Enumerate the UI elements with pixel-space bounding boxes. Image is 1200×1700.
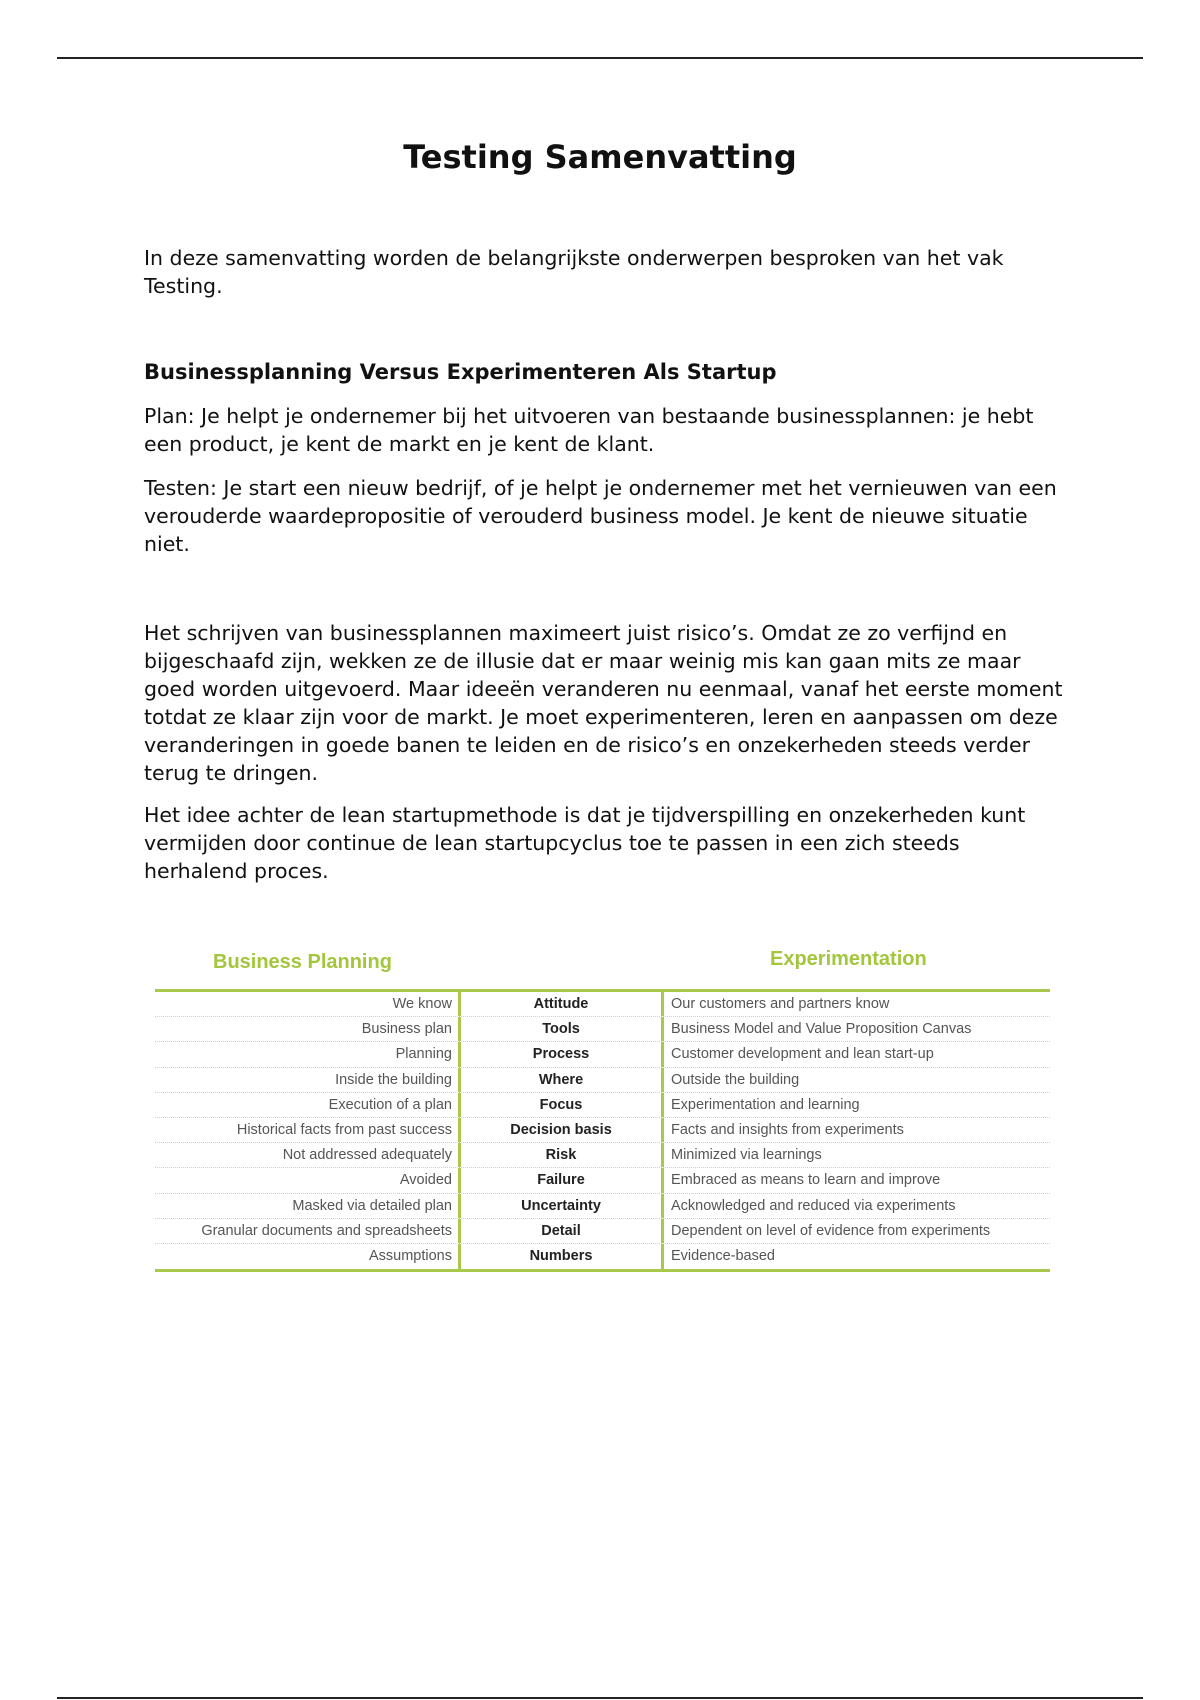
intro-paragraph: In deze samenvatting worden de belangrijkste onderwerpen besproken van het vak Testing. <box>144 246 1004 298</box>
experimentation-cell: Our customers and partners know <box>671 996 890 1012</box>
business-planning-cell: Business plan <box>155 1017 461 1041</box>
experimentation-cell: Dependent on level of evidence from experiments <box>671 1222 991 1239</box>
aspect-cell: Risk <box>461 1143 664 1167</box>
experimentation-header: Experimentation <box>770 948 927 970</box>
aspect-cell: Failure <box>461 1168 664 1192</box>
paragraph-testen: Testen: Je start een nieuw bedrijf, of je helpt je ondernemer met het vernieuwen van een verouderde waardepropositie of verouderd business model. Je kent de nieuwe situatie niet. <box>144 476 1057 556</box>
table-row <box>155 1168 1050 1193</box>
table-row <box>155 1219 1050 1244</box>
business-planning-cell: Masked via detailed plan <box>155 1194 461 1218</box>
experimentation-cell: Minimized via learnings <box>671 1147 822 1164</box>
business-planning-cell: Historical facts from past success <box>155 1118 461 1142</box>
experimentation-cell: Facts and insights from experiments <box>671 1121 904 1138</box>
experimentation-cell: Acknowledged and reduced via experiments <box>671 1197 956 1214</box>
paragraph-plan: Plan: Je helpt je ondernemer bij het uitvoeren van bestaande businessplannen: je hebt een product, je kent de markt en je kent de klant. <box>144 404 1034 456</box>
business-planning-cell: Avoided <box>155 1168 461 1192</box>
aspect-cell: Process <box>461 1042 664 1066</box>
table-row <box>155 1143 1050 1168</box>
experimentation-cell: Embraced as means to learn and improve <box>671 1172 941 1189</box>
business-planning-cell: Execution of a plan <box>155 1093 461 1117</box>
comparison-table <box>155 989 1050 1272</box>
experimentation-cell: Outside the building <box>671 1071 800 1088</box>
table-row <box>155 1068 1050 1093</box>
aspect-cell: Where <box>461 1068 664 1092</box>
paragraph-lean-startup: Het idee achter de lean startupmethode is dat je tijdverspilling en onzekerheden kunt vermijden door continue de lean startupcyclus toe te passen in een zich steeds herhalend proces. <box>144 803 1026 883</box>
aspect-cell: Decision basis <box>461 1118 664 1142</box>
business-planning-cell: Planning <box>155 1042 461 1066</box>
document-title: Testing Samenvatting <box>403 138 797 176</box>
business-planning-cell: Not addressed adequately <box>155 1143 461 1167</box>
table-row <box>155 1244 1050 1269</box>
section-heading: Businessplanning Versus Experimenteren Als Startup <box>144 360 777 384</box>
table-row <box>155 1017 1050 1042</box>
experimentation-cell: Experimentation and learning <box>671 1096 860 1113</box>
table-row <box>155 1118 1050 1143</box>
header-rule <box>57 57 1143 59</box>
experimentation-cell: Customer development and lean start-up <box>671 1046 934 1063</box>
paragraph-businessplannen: Het schrijven van businessplannen maximeert juist risico’s. Omdat ze zo verfijnd en bijgeschaafd zijn, wekken ze de illusie dat er maar weinig mis kan gaan mits ze maar goed worden uitgevoerd. Maar ideeën veranderen nu eenmaal, vanaf het eerste moment totdat ze klaar zijn voor de markt. Je moet experimenteren, leren en aanpassen om deze veranderingen in goede banen te leiden en de risico’s en onzekerheden steeds verder terug te dringen. <box>144 621 1063 785</box>
business-planning-cell: Assumptions <box>155 1244 461 1269</box>
business-planning-header: Business Planning <box>213 951 392 973</box>
aspect-cell: Attitude <box>461 992 664 1016</box>
aspect-cell: Uncertainty <box>461 1194 664 1218</box>
aspect-cell: Tools <box>461 1017 664 1041</box>
business-planning-cell: We know <box>155 992 461 1016</box>
business-planning-cell: Granular documents and spreadsheets <box>155 1219 461 1243</box>
aspect-cell: Numbers <box>461 1244 664 1269</box>
experimentation-cell: Evidence-based <box>671 1247 775 1264</box>
table-row <box>155 1194 1050 1219</box>
table-row <box>155 1042 1050 1067</box>
aspect-cell: Detail <box>461 1219 664 1243</box>
experimentation-cell: Business Model and Value Proposition Canvas <box>671 1021 972 1038</box>
business-planning-cell: Inside the building <box>155 1068 461 1092</box>
aspect-cell: Focus <box>461 1093 664 1117</box>
table-row <box>155 992 1050 1017</box>
footer-rule <box>57 1697 1143 1699</box>
comparison-figure <box>155 945 1050 1270</box>
table-row <box>155 1093 1050 1118</box>
